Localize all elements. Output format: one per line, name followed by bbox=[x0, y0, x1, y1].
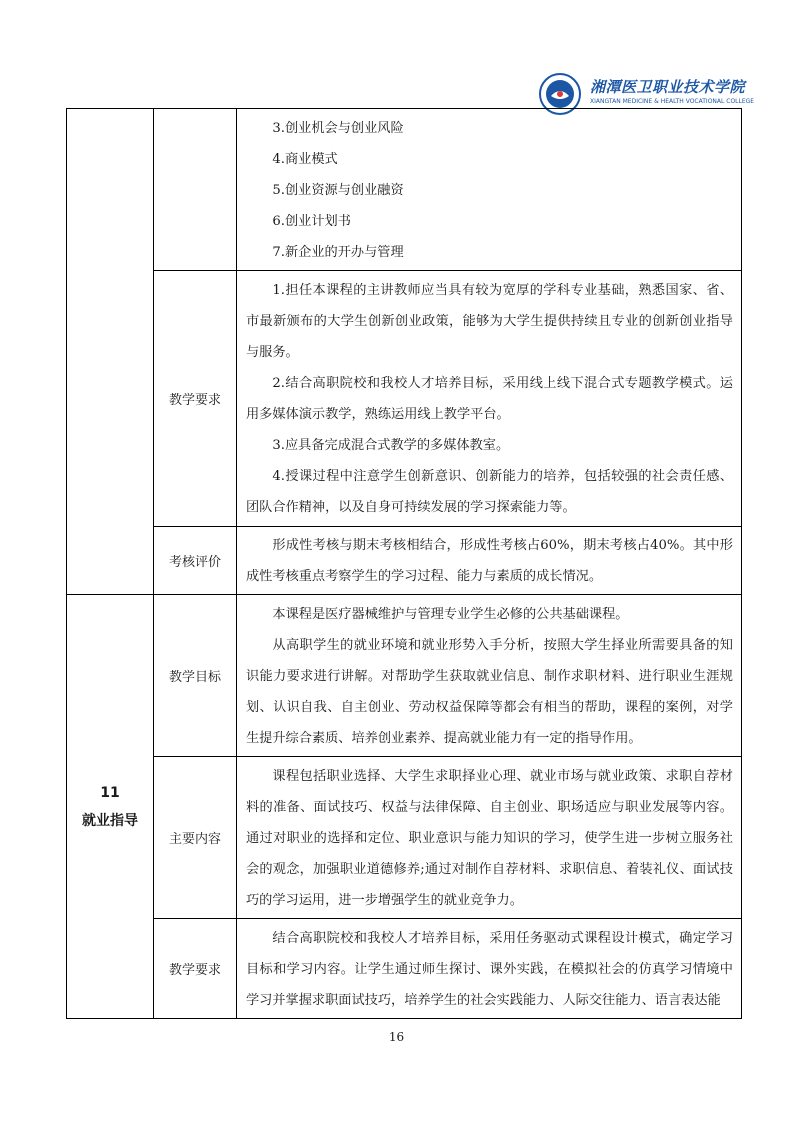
list-item: 4.商业模式 bbox=[272, 151, 338, 167]
content-cell bbox=[237, 757, 742, 919]
paragraph: 课程包括职业选择、大学生求职择业心理、就业市场与就业政策、求职自荐材料的准备、面试技巧、权益与法律保障、自主创业、职场适应与职业发展等内容。通过对职业的选择和定位、职业意识与能力知识的学习，使学生进一步树立服务社会的观念，加强职业道德修养;通过对制作自荐材料、求职信息、着装礼仪、面试技巧的学习运用，进一步增强学生的就业竞争力。 bbox=[246, 768, 733, 908]
paragraph: 形成性考核与期末考核相结合，形成性考核占60%，期末考核占40%。其中形成性考核重点考察学生的学习过程、能力与素质的成长情况。 bbox=[246, 538, 733, 584]
page-number: 16 bbox=[388, 1030, 405, 1044]
content-label: 主要内容 bbox=[154, 757, 237, 919]
table-row bbox=[67, 595, 742, 757]
paragraph: 2.结合高职院校和我校人才培养目标，采用线上线下混合式专题教学模式。运用多媒体演示教学，熟练运用线上教学平台。 bbox=[246, 376, 733, 422]
list-item: 6.创业计划书 bbox=[272, 213, 351, 229]
paragraph: 3.应具备完成混合式教学的多媒体教室。 bbox=[272, 438, 510, 453]
course-number: 11 bbox=[100, 784, 120, 801]
assessment-label: 考核评价 bbox=[154, 527, 237, 595]
table-row bbox=[67, 919, 742, 1019]
prev-content-label-cell bbox=[154, 109, 237, 271]
paragraph: 结合高职院校和我校人才培养目标，采用任务驱动式课程设计模式，确定学习目标和学习内容。让学生通过师生探讨、课外实践，在模拟社会的仿真学习情境中学习并掌握求职面试技巧，培养学生的社会实践能力、人际交往能力、语言表达能 bbox=[246, 930, 733, 1008]
goal-label: 教学目标 bbox=[154, 595, 237, 757]
course-name: 就业指导 bbox=[82, 812, 138, 829]
table-row bbox=[67, 757, 742, 919]
school-name: 湘潭医卫职业技术学院 bbox=[590, 78, 746, 96]
table-row bbox=[67, 527, 742, 595]
assessment-cell bbox=[237, 527, 742, 595]
table-row bbox=[67, 109, 742, 271]
teaching-req-label: 教学要求 bbox=[154, 271, 237, 527]
goal-cell bbox=[237, 595, 742, 757]
req-label: 教学要求 bbox=[154, 919, 237, 1019]
paragraph: 4.授课过程中注意学生创新意识、创新能力的培养，包括较强的社会责任感、团队合作精神，以及自身可持续发展的学习探索能力等。 bbox=[246, 469, 733, 515]
paragraph: 本课程是医疗器械维护与管理专业学生必修的公共基础课程。 bbox=[272, 606, 629, 622]
school-name-en: XIANGTAN MEDICINE & HEALTH VOCATIONAL COLLEGE bbox=[590, 98, 755, 105]
paragraph: 从高职学生的就业环境和就业形势入手分析，按照大学生择业所需要具备的知识能力要求进行讲解。对帮助学生获取就业信息、制作求职材料、进行职业生涯规划、认识自我、自主创业、劳动权益保障等都会有相当的帮助，课程的案例，对学生提升综合素质、培养创业素养、提高就业能力有一定的指导作用。 bbox=[246, 637, 733, 746]
paragraph: 1.担任本课程的主讲教师应当具有较为宽厚的学科专业基础，熟悉国家、省、市最新颁布的大学生创新创业政策，能够为大学生提供持续且专业的创新创业指导与服务。 bbox=[246, 283, 733, 360]
list-item: 5.创业资源与创业融资 bbox=[272, 182, 404, 198]
prev-course-cell bbox=[67, 109, 154, 595]
list-item: 7.新企业的开办与管理 bbox=[272, 244, 404, 260]
course-11-title-cell bbox=[67, 595, 154, 1019]
course-table bbox=[66, 108, 742, 1019]
list-item: 3.创业机会与创业风险 bbox=[272, 120, 404, 136]
req-cell bbox=[237, 919, 742, 1019]
prev-content-cell bbox=[237, 109, 742, 271]
table-row bbox=[67, 271, 742, 527]
teaching-req-cell bbox=[237, 271, 742, 527]
